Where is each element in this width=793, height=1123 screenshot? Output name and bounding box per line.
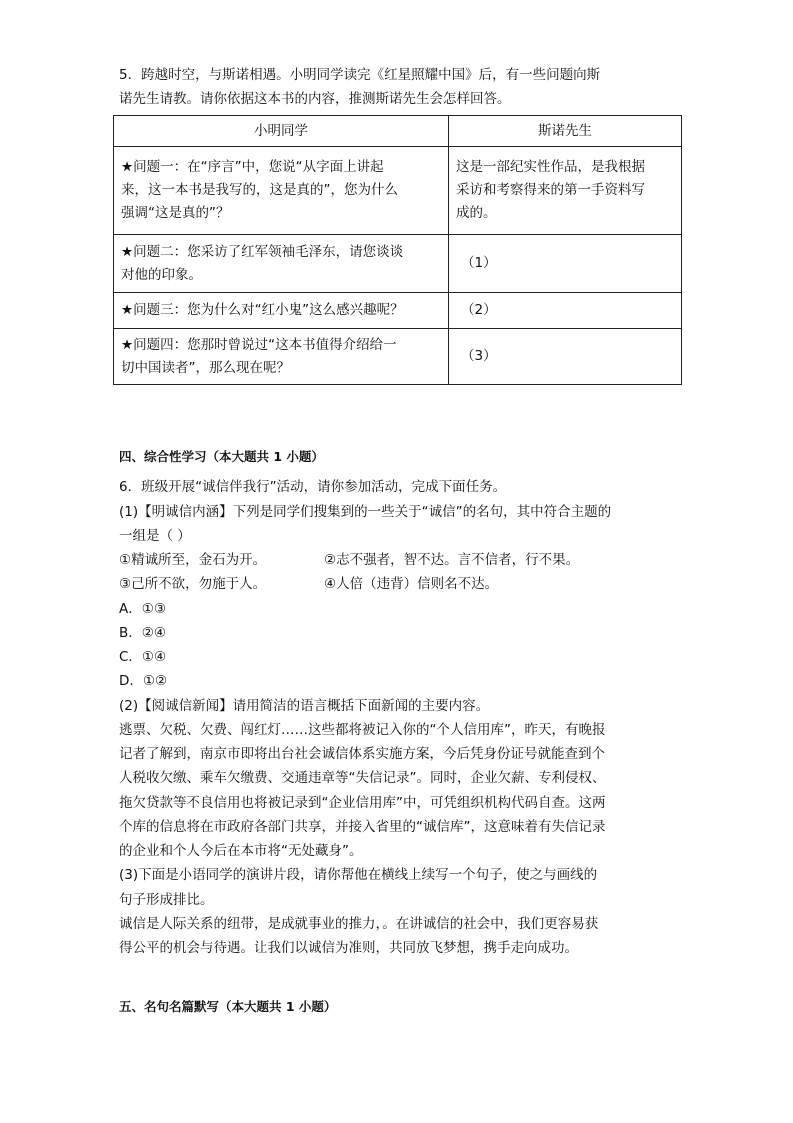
question-4 xyxy=(114,329,449,385)
news-line: 逃票、欠税、欠费、闯红灯……这些都将被记入你的“个人信用库”，昨天，有晚报 xyxy=(119,722,606,738)
table-row xyxy=(114,235,682,293)
header-snow: 斯诺先生 xyxy=(449,116,682,147)
question-1-line: ★问题一：在“序言”中，您说“从字面上讲起 xyxy=(121,159,384,175)
q6-part1-line1: (1)【明诚信内涵】下列是同学们搜集到的一些关于“诚信”的名句，其中符合主题的 xyxy=(119,504,612,520)
question-2 xyxy=(114,235,449,293)
section-5-heading: 五、名句名篇默写（本大题共 1 小题） xyxy=(119,999,337,1014)
q6-part3-line1: (3)下面是小语同学的演讲片段，请你帮他在横线上续写一个句子，使之与画线的 xyxy=(119,867,598,883)
news-line: 拖欠贷款等不良信用也将被记录到“企业信用库”中，可凭组织机构代码自查。这两 xyxy=(119,795,606,811)
option-c[interactable]: C．①④ xyxy=(119,649,167,665)
question-1-line: 来，这一本书是我写的，这是真的”，您为什么 xyxy=(121,182,398,198)
quote-4: ④人倍（违背）信则名不达。 xyxy=(324,576,499,592)
table-row xyxy=(114,293,682,329)
question-2-line: ★问题二：您采访了红军领袖毛泽东，请您谈谈 xyxy=(121,243,404,260)
qa-table xyxy=(113,115,682,385)
answer-1-line: 采访和考察得来的第一手资料写 xyxy=(456,182,645,198)
question-2-line: 对他的印象。 xyxy=(121,266,202,283)
question-1-line: 强调“这是真的”？ xyxy=(121,205,230,221)
quote-1: ①精诚所至，金石为开。 xyxy=(119,552,267,568)
news-line: 记者了解到，南京市即将出台社会诚信体系实施方案，今后凭身份证号就能查到个 xyxy=(119,746,605,762)
option-d[interactable]: D．①② xyxy=(119,673,168,689)
table-row xyxy=(114,147,682,235)
question-3-line: ★问题三：您为什么对“红小鬼”这么感兴趣呢？ xyxy=(121,302,404,318)
option-b[interactable]: B．②④ xyxy=(119,625,166,641)
quote-3: ③己所不欲，勿施于人。 xyxy=(119,576,267,592)
answer-3-blank[interactable]: （2） xyxy=(449,293,682,329)
answer-1-line: 成的。 xyxy=(456,205,497,221)
q6-intro: 6．班级开展“诚信伴我行”活动，请你参加活动，完成下面任务。 xyxy=(119,479,507,495)
q6-part3-line2: 句子形成排比。 xyxy=(119,892,214,908)
q6-part1-line2: 一组是（ ） xyxy=(119,528,191,544)
answer-1 xyxy=(449,147,682,235)
table-header-row xyxy=(114,116,682,147)
speech-line: 得公平的机会与待遇。让我们以诚信为准则，共同放飞梦想，携手走向成功。 xyxy=(119,940,578,956)
question-4-line: ★问题四：您那时曾说过“这本书值得介绍给一 xyxy=(121,336,397,353)
header-xiaoming: 小明同学 xyxy=(114,116,449,147)
speech-line: 诚信是人际关系的纽带，是成就事业的推力，。在讲诚信的社会中，我们更容易获 xyxy=(119,916,599,932)
news-line: 人税收欠缴、乘车欠缴费、交通违章等“失信记录”。同时，企业欠薪、专利侵权、 xyxy=(119,770,606,786)
answer-2-blank[interactable]: （1） xyxy=(449,235,682,293)
table-row xyxy=(114,329,682,385)
answer-1-line: 这是一部纪实性作品，是我根据 xyxy=(456,159,645,175)
news-line: 个库的信息将在市政府各部门共享，并接入省里的“诚信库”，这意味着有失信记录 xyxy=(119,819,606,835)
question-1 xyxy=(114,147,449,235)
question-4-line: 切中国读者”，那么现在呢？ xyxy=(121,359,290,376)
answer-4-blank[interactable]: （3） xyxy=(449,329,682,385)
news-line: 的企业和个人今后在本市将“无处藏身”。 xyxy=(119,843,363,859)
q5-stem-line1: 5．跨越时空，与斯诺相遇。小明同学读完《红星照耀中国》后，有一些问题向斯 xyxy=(119,67,601,83)
q6-part2-title: (2)【阅诚信新闻】请用简洁的语言概括下面新闻的主要内容。 xyxy=(119,698,490,714)
option-a[interactable]: A．①③ xyxy=(119,601,166,617)
quote-2: ②志不强者，智不达。言不信者，行不果。 xyxy=(324,552,580,568)
q5-stem-line2: 诺先生请教。请你依据这本书的内容，推测斯诺先生会怎样回答。 xyxy=(119,91,511,107)
section-4-heading: 四、综合性学习（本大题共 1 小题） xyxy=(119,449,324,464)
question-3 xyxy=(114,293,449,329)
